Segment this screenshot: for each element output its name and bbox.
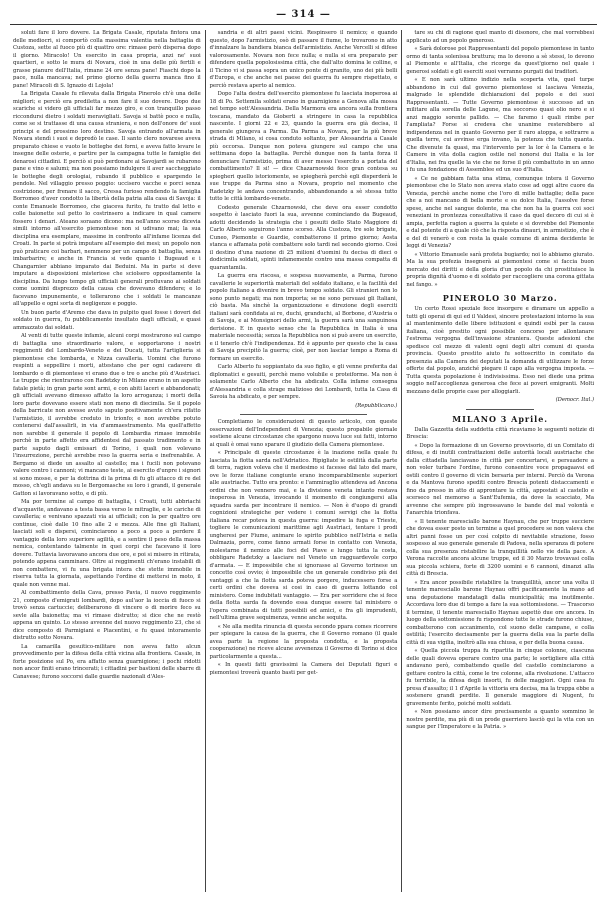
section-title-pinerolo: PINEROLO 30 Marzo. xyxy=(442,293,558,303)
column-1 xyxy=(10,30,204,892)
column-divider xyxy=(401,30,402,892)
paragraph: Dopo l'alta destra dell'esercito piemontese fu lasciata inoperosa ai 18 di Po. Settemila soldati erano in guarnigione a Genova alla mossa nel tempo sott'Alessandria. Della Marmora era ancora sulla frontiera toscana, mandato da Gioberti a stringere in casa la repubblica nascente. I giorni 22 e 23, quando la guerra era già decisa, il generale giungeva a Parma. Da Parma a Novara, per la più breve strada di Milano, si cosa conduto soltanto, per Alessandria a Casale più occorsa. Dunque non poteva giungere sul campo che una settimana dopo la battaglia. Perchè dunque non fa tanta forza il denunciare l'armistizio, prima di aver messo l'esercito a portata del combattimento? Il si! — dice Chazarnowski fece gran contesa su spiegheri quello istoriomente, se spiegherà perchè egli disperderà le sue truppe da Parma sino a Novara, proprio nel momento che Radetzky le andava concentrando, abbandonando a sè stessa tutto tutto le città lombardo-venete. xyxy=(209,91,398,202)
paragraph: « Non possiamo ancor dire precisamente a quanto sommino le nostre perdite, ma più di un prode guerriero lasciò qui la vita con un sangue per l'Imperatore e la Patria. » xyxy=(406,709,595,730)
paragraph: Codesto generale Chzarnowski, che deve ora esser condotto sospetto è lasciato fuori la sua, avvenne cominciando da Bugeaud, adotti decidendo la strategia che i gesuiti dello Stato Maggiore di Carlo Alberto seguirono l'anno scorso. Alla Custoza, tre sole brigate, Cuneo, Piemonte e Guardie, combatterono il primo giorno; Aosta stanca e affamata potè combattere solo tardi nel secondo giorno. Così il destino d'una nazione di 25 milioni d'uomini fu decisa di dieci o dodicimila soldati, spinti infamemente contro una massa compatta di quarantamila. xyxy=(209,204,398,271)
page-number: — 314 — xyxy=(276,9,331,20)
newspaper-page xyxy=(10,8,597,892)
paragraph: « Principale di queste circostanze è la inazione nella quale fu lasciata la flotta sarda nell'Adriatico. Ripigliate le ostilità dalla parte di terra, ragion voleva che il medesimo si facesse dal lato del mare, ove le forze italiane congiunte erano incomparabilmente superiori alle austriache. Tutto era pronto: e l'ammiraglio attendeva ad Ancona ordini che non vennero mai, e la divisione veneta intanto restava inoperosa in Venezia, invocando il momento di congiungersi alla squadra sarda per incontrare il nemico. — Non è d'uopo di grandi cognizioni strategiche per vedere i comuni servigi che la flotta italiana recar poteva in questa guerra: impedire la fuga e Trieste, togliere le comunicazioni marittime agli Austriaci, tentare i prodi ungheresi per Fiume, animare lo spirito pubblico nell'Istria e nella Dalmazia, porre, come fanno armati forse in contatto con Venezia, molestarne il nemico alle foci del Piave e lungo tutta la costa, obbligare Radetzky a lasciare nel Veneto un ragguardevole corpo d'armata. — E impossibile che si ignorasse al Governo torinese un concetto così ovvio; è impossibile che un generale condiviso più dei vantaggi a che la flotta sarda poteva porgere, inducessero forse a certi ordini che doveva si cosi in caso di guerra lottando col ministero. Come indubitati vantaggio. — Era per sorridere che si fece della flotta sarda fa dovendo essa dunque essere tal ministero o l'opera combinata di tutti possibili ed amici, e fra gli imprudenti, nell'ultima grave sequimenza, venne anche sequita. xyxy=(209,450,398,621)
paragraph: soluti fare il loro dovere. La Brigata Casale, riputata fintora una delle mediocri, si comportò colla massima valentia nella battaglia di Custoza, sette al fuoco più di quattro ore: rimase però dispersa dopo il giorno. Miracolo! Un esercito in casa propria, anzi ne' suoi quartieri, e sotto le mura di Novara, cioè in una delle più fertili e grasse pianure dell'Italia, rimane 24 ore senza pane! Fiaschi dopo la pace, nulla mancava; nel primo giorno della guerra manca fino il pane! Miracoli di S. Ignazio di Lojola! xyxy=(13,30,201,89)
paragraph: Al venti di tutte queste infamie, alcuni corpi mostrarono sul campo di battaglia uno straordinario valore, e sopportarono i nostri reggimenti del Lombardo-Veneto e dei Ducati, tutta l'artiglieria si piemontese che lombarda, e Nizza cavalleria. Uomini che furono respinti a seppellire i morti, attestano che per ogni cadavere di lombardo o di piemontese vi erano due o tre o anche più d'Austriaci. Le truppe che rientrarono con Radetzky in Milano erano in un aspetto fatale pietà; in gran parte sont armi, e con abiti laceri e abbandonati; gli ufficiali avevano dimesso affatto la loro arroganza; i morti della loro parte dovevano essere stati non meno di diecimila. Se il popolo della barricate non avesse avuto saputo positivamente ch'era rifatto l'armistizio, il avrebbe creduto in trionfo; e non avrebbe potuto contenersi dall'assalirli, in via d'ammaestramento. Ma quell'affetto non sarebbe il generale il popolo di Lombardia rimase immobile perchè in parte affetto era affidentesi dal passato tradimento e in parte saputo dagli emissari di Torino, i quali non volevano l'insurrezione, perchè avrebbe reso la guerra seria e inefrenabile. A Bergamo si diede un assalto al castello; ma i fucili non potevano valere contro i cannoni; vi mancano teste, ai esercito d'unpre i signori si sono mosse, e per la dottrina di la prima di fu gli attacco di re del mosso, ch'egli andava su le Bergomasche su loro i grandi, il generale Gatton si lavoravano sotto, e di più. xyxy=(13,333,201,497)
section-divider xyxy=(240,414,368,415)
signature: (Repubblicano.) xyxy=(355,402,398,409)
columns xyxy=(10,30,597,892)
paragraph: La Brigata Casale fu rilevata dalla Brigata Pinerolo ch'è una delle migliori; e perciò era prediletta a non fare il suo dovere. Dopo due scariche si videro gli ufficiali far mezzo giro, e con tranquillo passo riccondursi dietro i soldati meravigliati. Savoja si battè poco e nulla, come se si trattasse di una causa straniera, e non dell'onore de' suoi principi e del prossimo loro destino. Savoja entrando all'armata in Novara stendì i suoi e depredò le case. Il santo clero novarese aveva preparato chiese e vuoto le botteghe dei forni, e aveva fatto levare le insegne delle osterie, e partire per la campagna tutte le famiglie dei denarosi cittadini. E perciò si può perdonare ai Savojardi se rubarono pane e vino e salumi; ma non possiamo indulgere il aver saccheggiato le botteghe degli orologiai, rubando il pubblico e spargendo le pendole. Nel villaggio presso poggio: uccisero vacche e porci senza costrizione, per frenare il sacco, Cressa furioso rendendo la famiglia Borromeo d'aver condotto la libertà della patria alla casa di Savoja: il conte Emanuele Borromeo, che giaceva furito, fu tratto dal letto e colle baionette sul petto lo costrinsero a indicare in qual camere fossero i denari. Ateano soraano dicono: ma nell'anno scorso dicevia simili intorno all'esercito piemontese non si udivano mai; la sua disciplina era esemplare, massime in confronto all'infame licenza del Croati. In parte si potrà imputare all'esempio dei mesi; un popolo non può praticare coi barbari, nemmeno per un campo di battaglia, senza imbarbarire; e anche in Francia si vede quanto i Bugeaud e i Changarnier abbiano imparato dai Beduini. Ma in parte si deve imputare a disposizioni misteriose che sciolsero oppositamente la disciplina. Da lungo tempo gli ufficiali generali profluvano ai soldati come uomini disprezzo della causa che dovevano difendere; e lo facevano impunemente, e tollerarono che i soldati le mancanze all'appello e ogni sorta di negligenze e poggio. xyxy=(13,91,201,307)
paragraph: « E non sarà ultimo indizio nella scoperta vita, quel turpe abbandono in cui dal governo piemontese si lasciava Venezia, malgrado le splendide dichiarazioni del popolo e dei suoi Rappresentanti. — Tutte Governo piemontese è successo ad un militare alla sorella delle Lagune, ma soccorso quasi olio nero e si anzi maggio sorente pallido. — Che faremo i quali rimbe per l'ampliata? Forse si credeva che unanime resterebbero al indipendenza nel in quanto Governo per il raro atoppa, e sottrarre a quella terre, cui avvinse erga invano, la potenza che tutta quanta. Che divenute fa quasi, ma l'intervento per la lor è la Camera e le Camere in vita dolla cagion ostile nel nonorsi dui Italia e la lor d'Italia, nei fra quelle la vie che ne forse il più combattuto in un anno i fu una fondazione di Assemblee ed un suo d'Italia. xyxy=(406,77,595,173)
paragraph: « Quella piccola truppa fu ripartita in cinque colonne, ciascuna delle quali doveva operare contro una parte; le sortigliere alla città andavano però, combattendo quelle del castello cominciarono a gettare contro la città, come le tre colonne, alla rivoluzione. L'attacco fu terribile, la difesa degli insorti, fu delle maggiori. Ogni casa fu presa d'assalto; il 1 d'Aprile la vittoria era decisa, ma la truppa ebbe a sostenere grandi perdite. Il generale maggiore di Nugent, fu gravemente ferito, poiché molti soldati. xyxy=(406,648,595,707)
paragraph: Al combattimento della Cava, presso Pavia, il nuovo reggimento 21, composto d'emigrati lombardi, dopo aul'aor la ioccia di fuoco si trovò senza cartuccie; deliberarono di vincere o di morire feco su sevle alla baionetta; ma vi rimase distrutto; si dice che ne restò appena un quinto. Lo stesso avvenne del nuovo reggimento 23, che si dice composto di Parmigiani e Piacentini, e fu quasi intoramento distrutto sotto Novara. xyxy=(13,590,201,641)
paragraph: Completiamo le considerazioni di questo articolo, con queste osservazioni dell'Independent di Venezia; questo propabile giornale sostiene alcune circostanze che spargono nuova luce sui fatti, intorno ai quali è omai vano sparare il giudizio della Camera piemontese. xyxy=(209,419,398,448)
paragraph: « Ce ne gabbiam fatta una stima, comunque intera il Governo piemontese che lo Stato non aveva stato cose ad oggi altre cuore da Venezia, perchè anche nome che l'oro di mille battaglie; della pace che a noi mancano di bella morte e su dolce Italia, l'assolve forse spese, anche nel sangue dolente, ma che non ha la guerra coi soci veneziani in prontezza consultativa il caso da quel decoro di cui si è ampia, perfetta ragion a guerra la quiete e si dovrebbe del Piemonte e dal potente di a quale ciò che la risposta dinauri, in armistizio, che è e del di venerò e con resta la quale comune di anima decidente le leggi di Venezia? xyxy=(406,175,595,249)
column-2 xyxy=(207,30,401,892)
paragraph: La guerra era riscosa, e sospesa nuovamente, a Parma, furono cavallerie le superiorità materiali del soldato italiano, e la facilità del popolo italiano a divenire in brevo tempo soldato. Gli stranieri non lo sono punto negati; ma non importa; se ne sono persuasi gli Italiani, ciò basta. Ma sinchè la organizzazione e direzione degli eserciti italiani sarà confidata ai re, duchi, granduchi, al Borbone, d'Austria o di Savoja, e ai Monsignori dello armi, la guerra sarà una sanguinosa derisione. E in questo senso che la Repubblica in Italia è una materiale necessità; senza la Repubblica non si può avere un esercito, e il tenerlo ch'è l'indipendenza. Ed è appunto per questo che la casa di Savoja precipitò la guerra; cioè, per non lasciar tempo a Roma di formare un esercito. xyxy=(209,273,398,362)
column-3 xyxy=(403,30,597,892)
paragraph: tare su chi di ragione quel manto di disonore, che mal vorrebbesi applicato ad un popolo generoso. xyxy=(406,30,595,44)
paragraph: sandria e di altri paesi vicini. Respinsero il nemico; e quando questo, dopo l'armistizio, osò di passare il fiume, lo trovarono in atto d'innalzare la bandiera bianca dell'armistizio. Anche Vercelli si difese valorosamente. Novara non fece nulla; e nulla si era preparato per difendere quella popolosissima città, che dall'alto domina le colline, e il Ticino vi si passa sopra un unico ponte di granito, uno dei più belli d'Europa, e che anche nei paese dei guerra fu sempre rispettato, e perciò restava aperto al nemico. xyxy=(209,30,398,89)
paragraph: « In questi fatti gravissimi la Camera dei Deputati figuri e piemontesi troverà quanto basti per get- xyxy=(209,662,398,676)
section-title-milano: MILANO 3 Aprile. xyxy=(452,413,549,424)
paragraph: Dalla Gazzetta della suddetta città ricaviamo le seguenti notizie di Brescia: xyxy=(406,426,595,440)
paragraph: « Dopo la formazione di un Governo provvisorio, di un Comitato di difesa, e di inutili contrattazioni delle autorità locali austriache che dalla cittadella lanciavano in città per concertarvi, e persuadere a non voler turbare l'ordine, furono consentire voce propagaavsi ed ostili contro il governo di vicin bersaria per interni. Perciò da Verona e da Mantova furono spediti contro Brescia potenti distaccamenti e fino da presso in atto di approntare la città, appostati al castello e scerseco nel memorso a Sant'Eufemia, da dove la scacciato, Ma avvenne che sempre più ingrossavano le bande del mal volontà e l'anarchia trionfava. xyxy=(406,442,595,516)
paragraph: Carlo Alberto fu soppiantato da suo figlio, e gli venne preferita dai diplomatici e gesuiti, perchè meno volubile e proteiforme. Ma non è solamente Carlo Alberto che ha abdicato. Colla infame consegna d'Alessandria e colla strage malizioso dei Lombardi, tutta la Casa di Savoia ha abdicato, e per sempre. xyxy=(209,364,398,400)
paragraph: « Vittorio Emanuele sarà profeta bugiardo; noi lo abbiamo giurato. Ma la sua profezia insegnerà ai piemontesi come si faccia buon mercato dei diritti e della gloria d'un popolo da chi prostituisce la propria dignità d'uomo e di soldato per raccogliere una corona gittata nel fango. » xyxy=(406,251,595,288)
section-divider xyxy=(466,409,534,410)
page-header xyxy=(10,8,597,25)
paragraph: La camarilla gesuitico-militare non aveva fatto alcun provvedimento per la difesa della città vicina alla frontiera. Casale, in forte posizione sul Po, era affatto senza guarnigione; i pochi ridotti non ancor finiti erano trincerati; i cittadini per bastioni delle sbarre di Canavese; furono soccorsi dalle guardie nazionali d'Ales- xyxy=(13,643,201,680)
paragraph: Un certo Rossi speziale fece insorgere e diramare un appello a tutti gli operai di qui ed il Valdesi, sincere protestazioni intorno la sua al mantenimento delle libere istituzioni e quindi esibì per la causa italiana, cioè prestito ogni possibile concorso per allontanare l'estrema vergogna dell'invasione straniera. Queste adesioni che spedisce col mezzo di valenti ogni degli altri comuni di questa provincia. Questo prestito aiuto fu sottoscritto in comitato da presenzia alla Camera dei deputati la domanda di utilizzare le forze offerte dal popolo, anziché piegare il capo alla vergogna imposta. — Tutta questa popolazione è indivisissima. Esso nei diede una prima soggio nell'accoglienza generosa che fece ai poveri emigranti. Molti mezzano delle proprie case per alloggiarli. xyxy=(406,306,595,395)
paragraph: « Il tenente maresciallo barone Haynau, che per truppe succiere che dovea esser posto un termine a quel procedere se non valeva che altri panni fosse un per così colpito di nevitabile strazione, fosso sospesso al suo generale generale di Padova, nella speranza di potere colla sua presenza ristabilire la tranquillità nello vie della pace. A Verona raccolte ancora alcune truppe, ed il 30 Marzo trovavasi colla sua piccola schiera, forte di 3200 uomini e 6 cannoni, dinanzi alla città di Brescia. xyxy=(406,518,595,577)
column-divider xyxy=(205,30,206,892)
paragraph: Un buon parte d'Aremo che dava in pulpito quel fosse i doveri del soldato in guerra, fu pubblicamente insultato dagli ufficiali, e quasi ammazzato dai soldati. xyxy=(13,309,201,331)
paragraph: Ma por termine al campo di battaglia, i Croati, tutti abbriachi d'acquavite, andavano a testa bassa verso le mitraglie, e le cariche di cavalleria; e venivano spazzati via ai ufficiali; con la per quattro ore continue, cioè dalle 10 fino alle 2 e mezza. Alle fine gli Italiani, lasciati soli e dispersi, cominciarono a poco a poco a perdere il vantaggio della loro superiore agilità, e a sentire il peso della massa nemica, contentando talmente in quei corpi che facevano il loro dovere. Tuttavia lavoravano ancora due ore, e poi si misero in ritirata, potendo appena camminare. Oltre ai reggimenti ch'erano instabili di non combattere, vi fu una brigata intera che stette immobile in riserva tutta la giornata, aspettando l'ordine di mettersi in moto, il quale non venne mai. xyxy=(13,499,201,588)
signature: (Democr. Ital.) xyxy=(555,397,595,403)
paragraph: « Sarà dolorose poi Rappresentanti del popolo piemontese in tanto ormo di tanta solenissa bruttura; ma lo devono a sè stessi, lo devono al Piemonte e all'Italia, che ricorge da quest'giorno nel quale i generosi soldati e gli eserciti suoi verranno purgati dai traditori. xyxy=(406,46,595,75)
paragraph: « Ne alla medita rinuncia di questa secondo ppara comes ricorrere per spiegare la causa de la guerra, che il Governo romano (il quale avea parte la regione la proposta condotta, e la proposta cooperazione) ne riceve alcune avvenenza il Governo di Torino si dice particolarmente a questa... xyxy=(209,623,398,660)
paragraph: « Era ancor possibile ristabilire la tranquillità, ancor una volta il tenente maresciallo barone Haynau offrì pacificamente la mano ad una deputazione mandatagli dalla municipalità; ma inutilmente. Accordava loro due di tempo a fare la sua sottomissione. — Trascorso il termine, il tenente maresciallo Haynau aspettò due ore ancora. In luogo della sottomissione fu rispondono tutte le strade furono chiuse, combatterono con accanimento, col suono delle campane, e colla ostilità; l'esercito decisamente per la guerra della sua la parte della città di sua vigilia, inoltrò alla sua chiusa, e per della buona causa. xyxy=(406,579,595,646)
